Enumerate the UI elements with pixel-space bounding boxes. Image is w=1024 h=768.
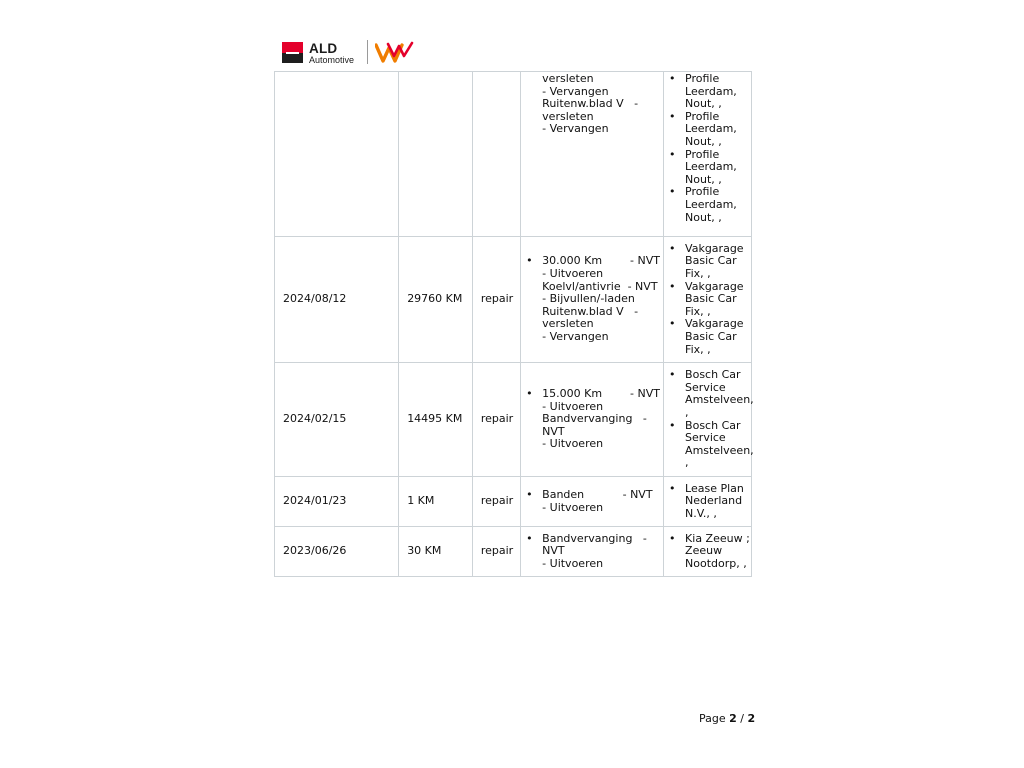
work-line: versleten xyxy=(542,109,594,123)
ald-logo-text: ALD xyxy=(309,41,338,56)
garage-line: Leerdam, xyxy=(685,160,737,174)
cell-km: 1 KM xyxy=(399,477,473,527)
garage-line: Leerdam, xyxy=(685,197,737,211)
garage-line: • Bosch Car xyxy=(685,368,741,382)
ald-logo-subtext: Automotive xyxy=(309,55,355,65)
work-line: Ruitenw.blad V - xyxy=(542,97,639,111)
work-line: - Uitvoeren xyxy=(542,267,604,281)
page-number xyxy=(699,712,755,725)
cell-garage xyxy=(664,477,752,527)
garage-line: • Bosch Car xyxy=(685,418,741,432)
work-list xyxy=(525,388,661,451)
work-line: - Uitvoeren xyxy=(542,500,604,514)
garage-line: Service xyxy=(685,380,726,394)
current-page: 2 xyxy=(729,712,737,725)
work-item xyxy=(525,73,661,136)
maintenance-history-body xyxy=(275,72,752,577)
garage-list xyxy=(668,533,751,571)
work-line: NVT xyxy=(542,544,565,558)
garage-line: Fix, , xyxy=(685,267,711,281)
maintenance-history-table xyxy=(274,71,752,577)
garage-item xyxy=(668,186,751,224)
garage-line: Fix, , xyxy=(685,304,711,318)
work-line: - Uitvoeren xyxy=(542,437,604,451)
garage-line: • Profile xyxy=(685,72,720,85)
work-line: • 15.000 Km - NVT xyxy=(542,387,660,401)
garage-line: • Vakgarage xyxy=(685,279,744,293)
work-item xyxy=(525,388,661,451)
work-line: versleten xyxy=(542,317,594,331)
garage-list xyxy=(668,73,751,224)
page-label: Page xyxy=(699,712,726,725)
garage-line: • Profile xyxy=(685,185,720,199)
cell-km: 14495 KM xyxy=(399,363,473,477)
garage-list xyxy=(668,483,751,521)
work-line: Koelvl/antivrie - NVT xyxy=(542,279,658,293)
garage-list xyxy=(668,368,754,470)
cell-date: 2024/01/23 xyxy=(275,477,399,527)
garage-line: , xyxy=(685,456,689,470)
garage-line: N.V., , xyxy=(685,506,717,520)
work-line: versleten xyxy=(542,72,594,85)
table-row xyxy=(275,527,752,577)
garage-list xyxy=(668,243,751,356)
cell-type: repair xyxy=(472,363,520,477)
logo-divider xyxy=(367,40,368,64)
table-row xyxy=(275,72,752,237)
garage-line: • Profile xyxy=(685,147,720,161)
garage-line: , xyxy=(685,405,689,419)
work-list xyxy=(525,489,661,514)
garage-line: Basic Car xyxy=(685,292,737,306)
work-line: - Vervangen xyxy=(542,84,609,98)
work-list xyxy=(525,533,661,571)
cell-type: repair xyxy=(472,237,520,363)
garage-line: Service xyxy=(685,431,726,445)
work-line: Ruitenw.blad V - xyxy=(542,304,639,318)
garage-line: Nederland xyxy=(685,494,743,508)
cell-km: 30 KM xyxy=(399,527,473,577)
garage-item xyxy=(668,243,751,281)
garage-item xyxy=(668,281,751,319)
work-item xyxy=(525,489,661,514)
cell-type xyxy=(472,72,520,237)
garage-line: Nout, , xyxy=(685,134,722,148)
work-line: - Uitvoeren xyxy=(542,399,604,413)
cell-garage xyxy=(664,237,752,363)
garage-item xyxy=(668,111,751,149)
garage-line: • Kia Zeeuw ; xyxy=(685,531,750,545)
garage-item xyxy=(668,418,754,470)
work-line: - Vervangen xyxy=(542,122,609,136)
garage-line: Nout, , xyxy=(685,97,722,111)
garage-line: • Profile xyxy=(685,109,720,123)
cell-date: 2024/08/12 xyxy=(275,237,399,363)
garage-line: Basic Car xyxy=(685,254,737,268)
cell-work xyxy=(521,527,664,577)
work-list xyxy=(525,255,661,343)
garage-item xyxy=(668,483,751,521)
ald-logo-mark xyxy=(282,42,303,63)
cell-garage xyxy=(664,363,752,477)
cell-date: 2024/02/15 xyxy=(275,363,399,477)
garage-line: Amstelveen, xyxy=(685,443,754,457)
garage-line: • Vakgarage xyxy=(685,317,744,331)
garage-line: Leerdam, xyxy=(685,84,737,98)
work-line: Bandvervanging - xyxy=(542,412,647,426)
garage-line: Amstelveen, xyxy=(685,393,754,407)
cell-km: 29760 KM xyxy=(399,237,473,363)
work-line: - Vervangen xyxy=(542,329,609,343)
garage-item xyxy=(668,149,751,187)
work-line: • Bandvervanging - xyxy=(542,531,647,545)
garage-line: Leerdam, xyxy=(685,122,737,136)
work-item xyxy=(525,255,661,343)
partner-w-logo-icon xyxy=(375,40,415,66)
cell-garage xyxy=(664,72,752,237)
cell-type: repair xyxy=(472,477,520,527)
work-item xyxy=(525,533,661,571)
work-line: - Bijvullen/-laden xyxy=(542,292,635,306)
garage-item xyxy=(668,318,751,356)
work-line: - Uitvoeren xyxy=(542,556,604,570)
cell-work xyxy=(521,477,664,527)
ald-automotive-logo xyxy=(282,40,422,66)
table-row xyxy=(275,363,752,477)
cell-work xyxy=(521,72,664,237)
table-row xyxy=(275,237,752,363)
total-pages: 2 xyxy=(747,712,756,725)
work-list xyxy=(525,73,661,136)
cell-work xyxy=(521,237,664,363)
garage-line: • Lease Plan xyxy=(685,481,744,495)
cell-km xyxy=(399,72,473,237)
cell-date xyxy=(275,72,399,237)
work-line: • Banden - NVT xyxy=(542,487,653,501)
garage-line: Zeeuw xyxy=(685,544,723,558)
garage-item xyxy=(668,533,751,571)
cell-date: 2023/06/26 xyxy=(275,527,399,577)
work-line: NVT xyxy=(542,424,565,438)
garage-line: Basic Car xyxy=(685,329,737,343)
cell-type: repair xyxy=(472,527,520,577)
cell-garage xyxy=(664,527,752,577)
garage-line: • Vakgarage xyxy=(685,241,744,255)
garage-item xyxy=(668,73,751,111)
table-row xyxy=(275,477,752,527)
cell-work xyxy=(521,363,664,477)
garage-line: Fix, , xyxy=(685,342,711,356)
page-separator: / xyxy=(740,712,745,725)
garage-item xyxy=(668,368,754,419)
garage-line: Nout, , xyxy=(685,210,722,224)
garage-line: Nout, , xyxy=(685,172,722,186)
garage-line: Nootdorp, , xyxy=(685,556,747,570)
work-line: • 30.000 Km - NVT xyxy=(542,254,660,268)
